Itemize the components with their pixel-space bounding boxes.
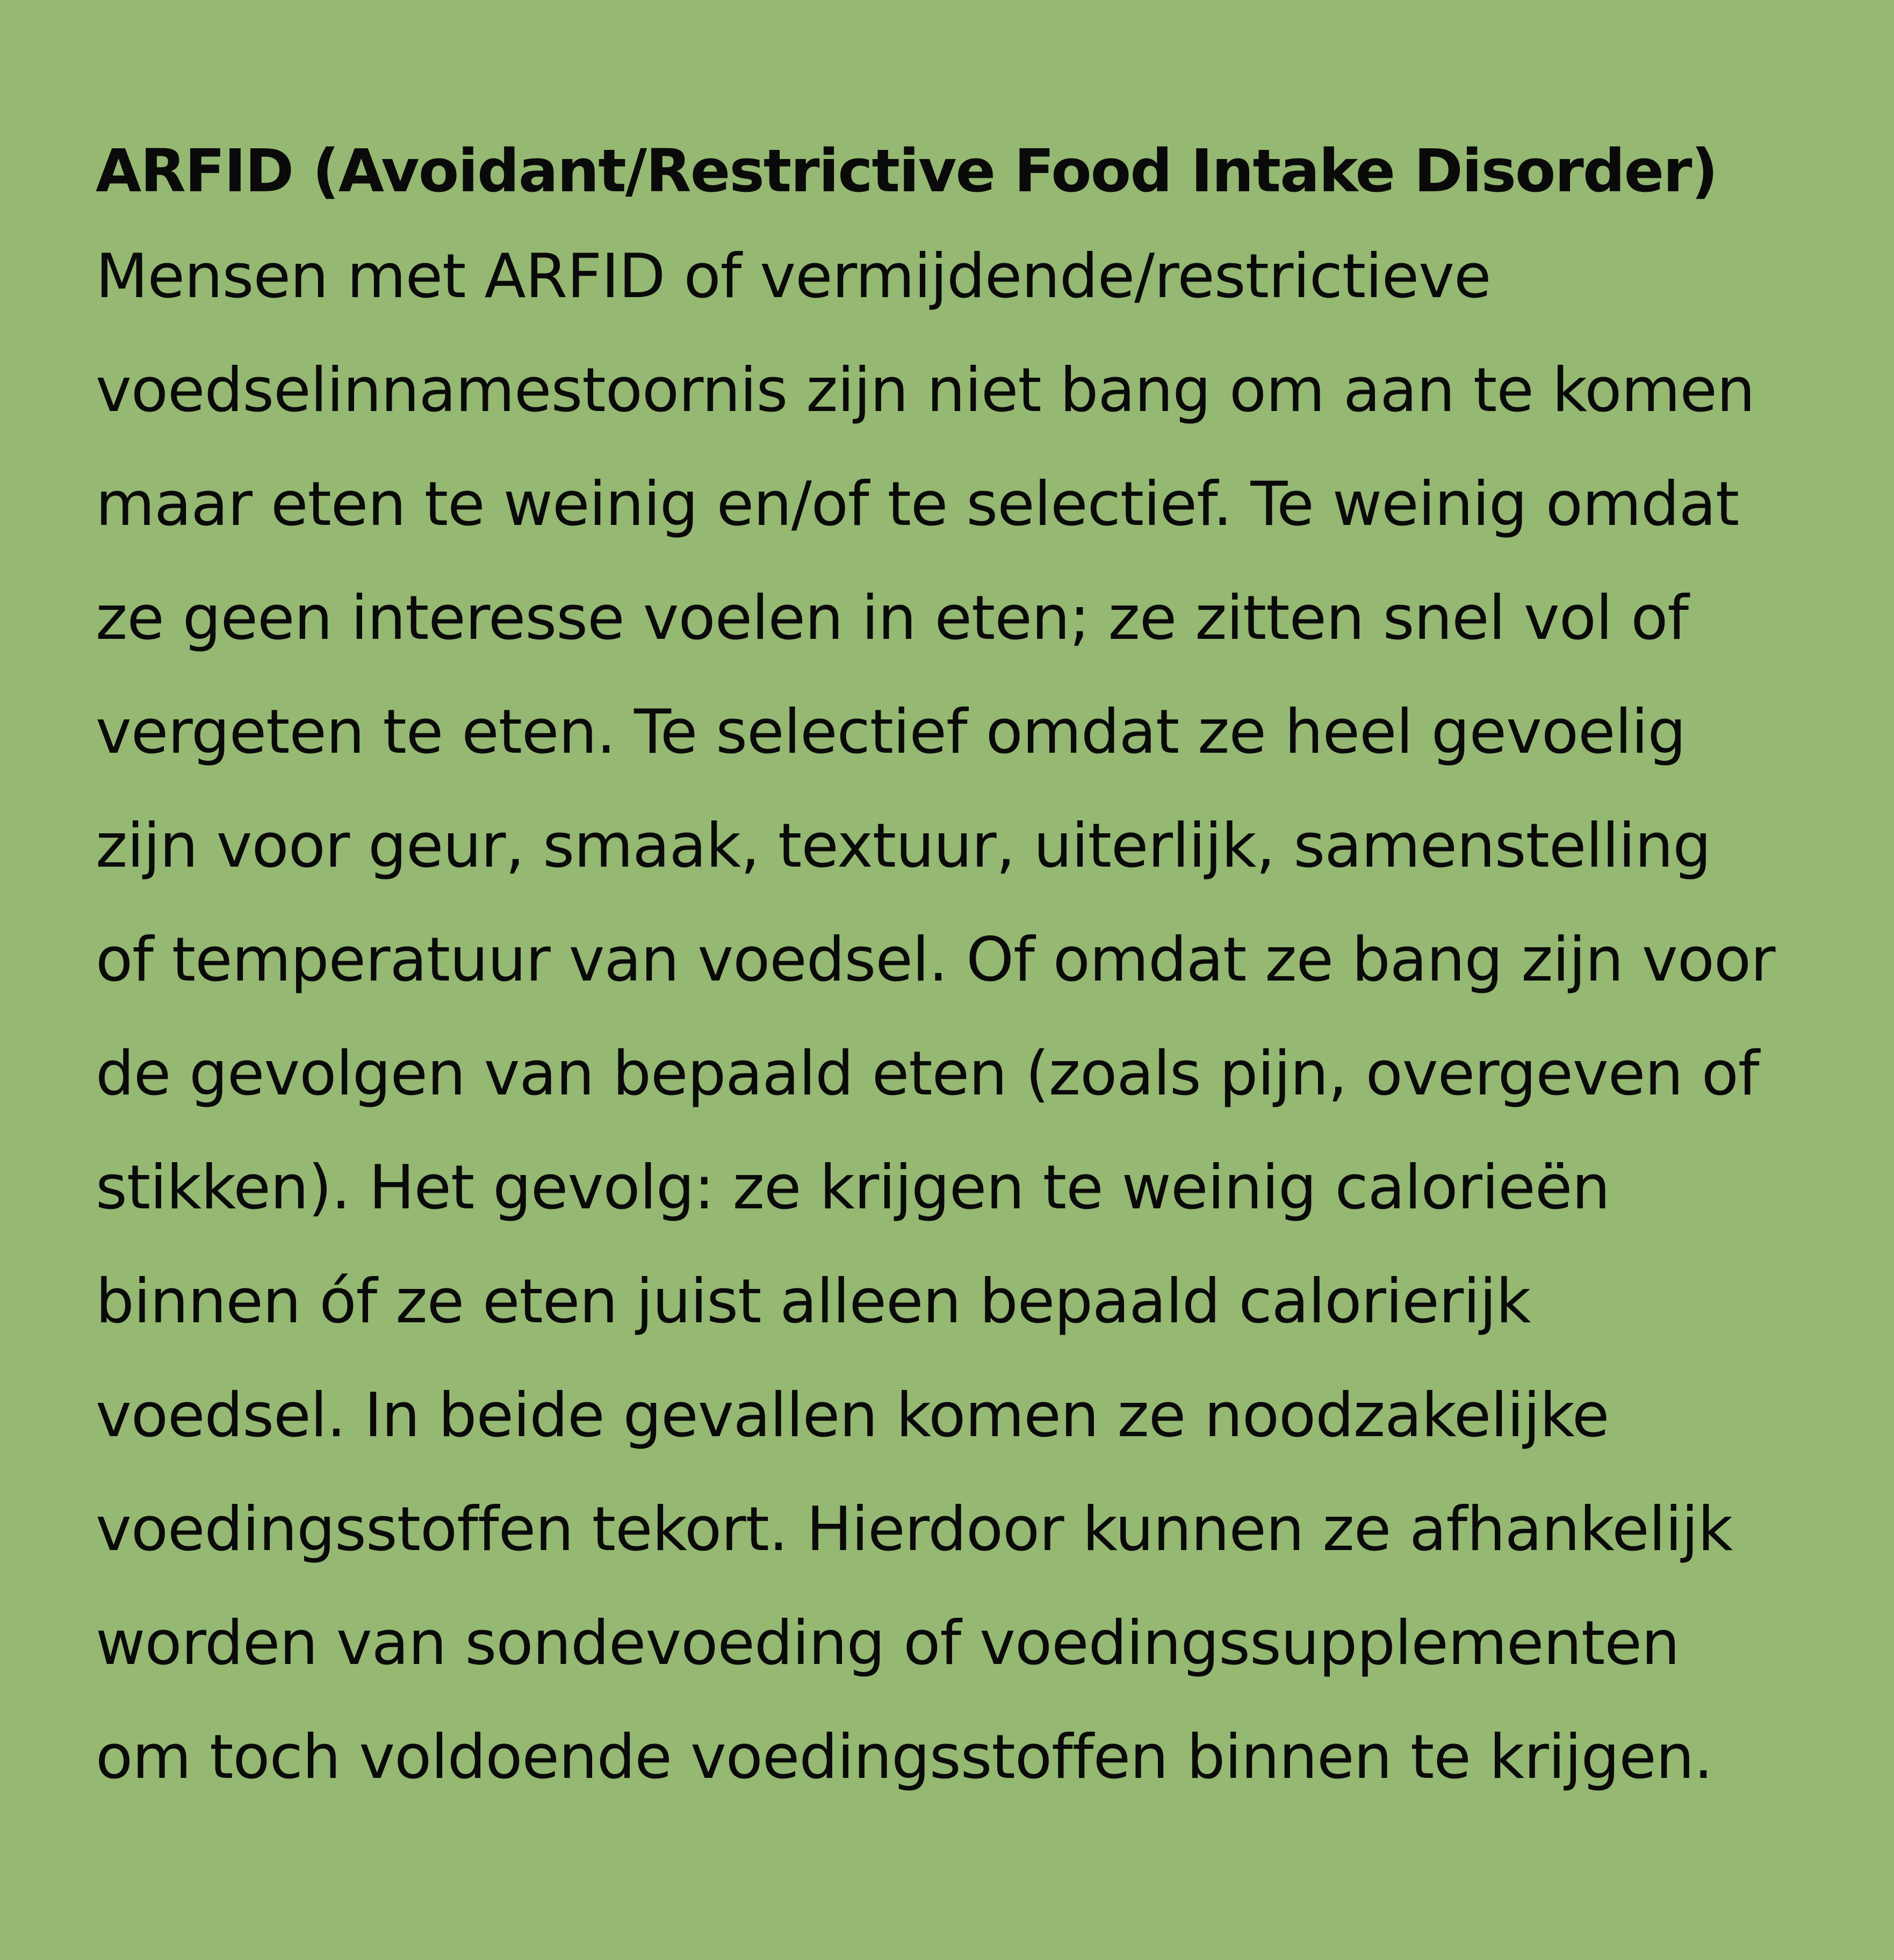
body-line: worden van sondevoeding of voedingssupplementen [96,1608,1680,1678]
body-line: voedingsstoffen tekort. Hierdoor kunnen ze afhankelijk [96,1494,1733,1565]
body-line: voedsel. In beide gevallen komen ze noodzakelijke [96,1380,1609,1451]
body-line: binnen óf ze eten juist alleen bepaald calorierijk [96,1266,1531,1337]
body-line: de gevolgen van bepaald eten (zoals pijn, overgeven of [96,1038,1759,1109]
body-line: Mensen met ARFID of vermijdende/restrictieve [96,241,1491,312]
body-line: voedselinnamestoornis zijn niet bang om aan te komen [96,355,1755,426]
body-line: stikken). Het gevolg: ze krijgen te weinig calorieën [96,1152,1610,1223]
body-line: maar eten te weinig en/of te selectief. Te weinig omdat [96,469,1739,539]
body-line: zijn voor geur, smaak, textuur, uiterlijk, samenstelling [96,810,1711,881]
body-line: vergeten te eten. Te selectief omdat ze heel gevoelig [96,696,1686,767]
text-card [96,122,1869,1814]
article-title: ARFID (Avoidant/Restrictive Food Intake Disorder) [96,136,1717,205]
body-line: of temperatuur van voedsel. Of omdat ze bang zijn voor [96,924,1775,995]
body-line: ze geen interesse voelen in eten; ze zitten snel vol of [96,582,1689,653]
article-body [96,219,1869,1814]
body-line: om toch voldoende voedingsstoffen binnen te krijgen. [96,1721,1713,1792]
